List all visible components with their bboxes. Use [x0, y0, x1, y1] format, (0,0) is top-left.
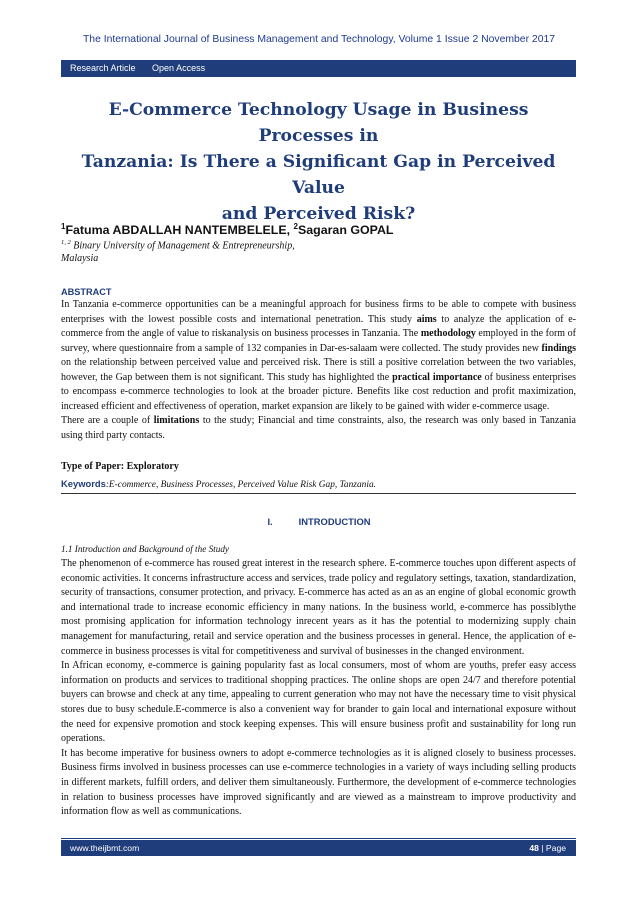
journal-header: The International Journal of Business Management and Technology, Volume 1 Issue 2 November 2017 — [82, 34, 556, 45]
keywords-value: :E-commerce, Business Processes, Perceived Value Risk Gap, Tanzania. — [105, 480, 376, 490]
abstract-paragraph: In Tanzania e-commerce opportunities can be a meaningful approach for business firms to be able to compete with business enterprises with the lowest possible costs and international penetration. This study aims to analyze the application of e-commerce from the angle of value to riskanalysis on business processes in Tanzania. The methodology employed in the form of survey, where questionnaire from a sample of 132 companies in Dar-es-salaam were collected. The study provides new findings on the relationship between perceived value and perceived risk. There is still a positive correlation between the two variables, however, the Gap between them is not significant. This study has highlighted the practical importance of business enterprises to encompass e-commerce technologies to look at the broader picture. Benefits like cost reduction and profit maximization, increased efficient and effectiveness of operation, market expansion are likely to be gained with wider e-commerce usage. — [61, 299, 577, 412]
footer-bar — [61, 840, 576, 856]
title-line: and Perceived Risk? — [221, 204, 416, 224]
affiliation-superscript: 1, 2 — [61, 239, 71, 246]
abstract-paragraph: There are a couple of limitations to the study; Financial and time constraints, also, the research was only based in Tanzania using third party contacts. — [61, 415, 576, 441]
emphasis-aims: aims — [416, 313, 437, 325]
abstract-heading: ABSTRACT — [61, 287, 112, 297]
affiliation — [61, 237, 576, 265]
title-line: Tanzania: Is There a Significant Gap in Perceived Value — [81, 152, 556, 198]
author1-superscript: 1 — [61, 222, 66, 231]
emphasis-methodology: methodology — [420, 328, 476, 339]
subsection-heading: 1.1 Introduction and Background of the Study — [61, 544, 229, 554]
article-type-label: Research Article — [70, 63, 136, 73]
section-heading — [0, 516, 638, 527]
title-line: E-Commerce Technology Usage in Business Processes in — [108, 100, 529, 146]
keywords-label: Keywords — [61, 478, 106, 489]
keywords-line — [61, 478, 576, 494]
author-line — [61, 222, 576, 237]
type-of-paper: Type of Paper: Exploratory — [61, 461, 179, 472]
author2-superscript: 2 — [293, 222, 298, 231]
emphasis-limitations: limitations — [153, 415, 200, 426]
page-indicator — [529, 840, 566, 856]
page-number: 48 — [529, 843, 539, 853]
open-access-label: Open Access — [152, 63, 206, 73]
body-paragraph: It has become imperative for business owners to adopt e-commerce technologies as it is aligned closely to business processes. Business firms involved in business processes can use e-commerce technologies in a variety of ways including selling products in different markets, fulfill orders, and deliver them simultaneously. Furthermore, the development of e-commerce technologies in relation to business processes have improved significantly and are viewed as a mainstream to improve productivity and information flow as well as communications. — [61, 747, 576, 818]
paper-title — [61, 97, 576, 227]
body-paragraph: In African economy, e-commerce is gaining popularity fast as local consumers, most of whom are youths, prefer easy access information on products and services to traditional shopping practices. The online shops are open 24/7 and therefore potential buyers can browse and check at any time, appealing to current generation who may not have the necessary time to visit physical stores due to busy schedule.E-commerce is also a convenient way for brander to gain local and international exposure without the need for expensive promotion and stock keeping expenses. This will ensure business profit and sustainability for long run operations. — [61, 660, 576, 745]
introduction-body — [61, 557, 576, 820]
section-number: I. — [267, 516, 273, 527]
affiliation-country: Malaysia — [61, 252, 99, 264]
emphasis-findings: findings — [541, 342, 576, 354]
footer-divider — [61, 838, 576, 839]
abstract-body — [61, 298, 576, 443]
section-title: INTRODUCTION — [298, 516, 371, 527]
journal-url-link[interactable]: www.theijbmt.com — [70, 843, 140, 853]
author2-name: Sagaran GOPAL — [297, 223, 394, 238]
page-label: | Page — [538, 843, 566, 853]
emphasis-practical-importance: practical importance — [392, 371, 482, 383]
affiliation-name: Binary University of Management & Entrepreneurship, — [70, 240, 295, 252]
body-paragraph: The phenomenon of e-commerce has roused great interest in the research sphere. E-commerce touches upon different aspects of economic activities. It concerns infrastructure access and services, trade policy and regulatory settings, taxation, standardization, security of transactions, consumer protection, and privacy. E-commerce has acted as an as an engine of global economic growth and international trade to increase economic efficiency in many nations. In the business world, e-commerce has possiblythe most promising application for information technology inrecent years as it has the potential to modernizing supply chain management for manufacturing, retail and service operation and the business processes in general. Hence, the application of e-commerce in business processes is vital for competitiveness and survival of businesses in the changed environment. — [61, 558, 576, 657]
author1-name: Fatuma ABDALLAH NANTEMBELELE, — [65, 223, 294, 238]
article-type-bar — [61, 60, 576, 77]
